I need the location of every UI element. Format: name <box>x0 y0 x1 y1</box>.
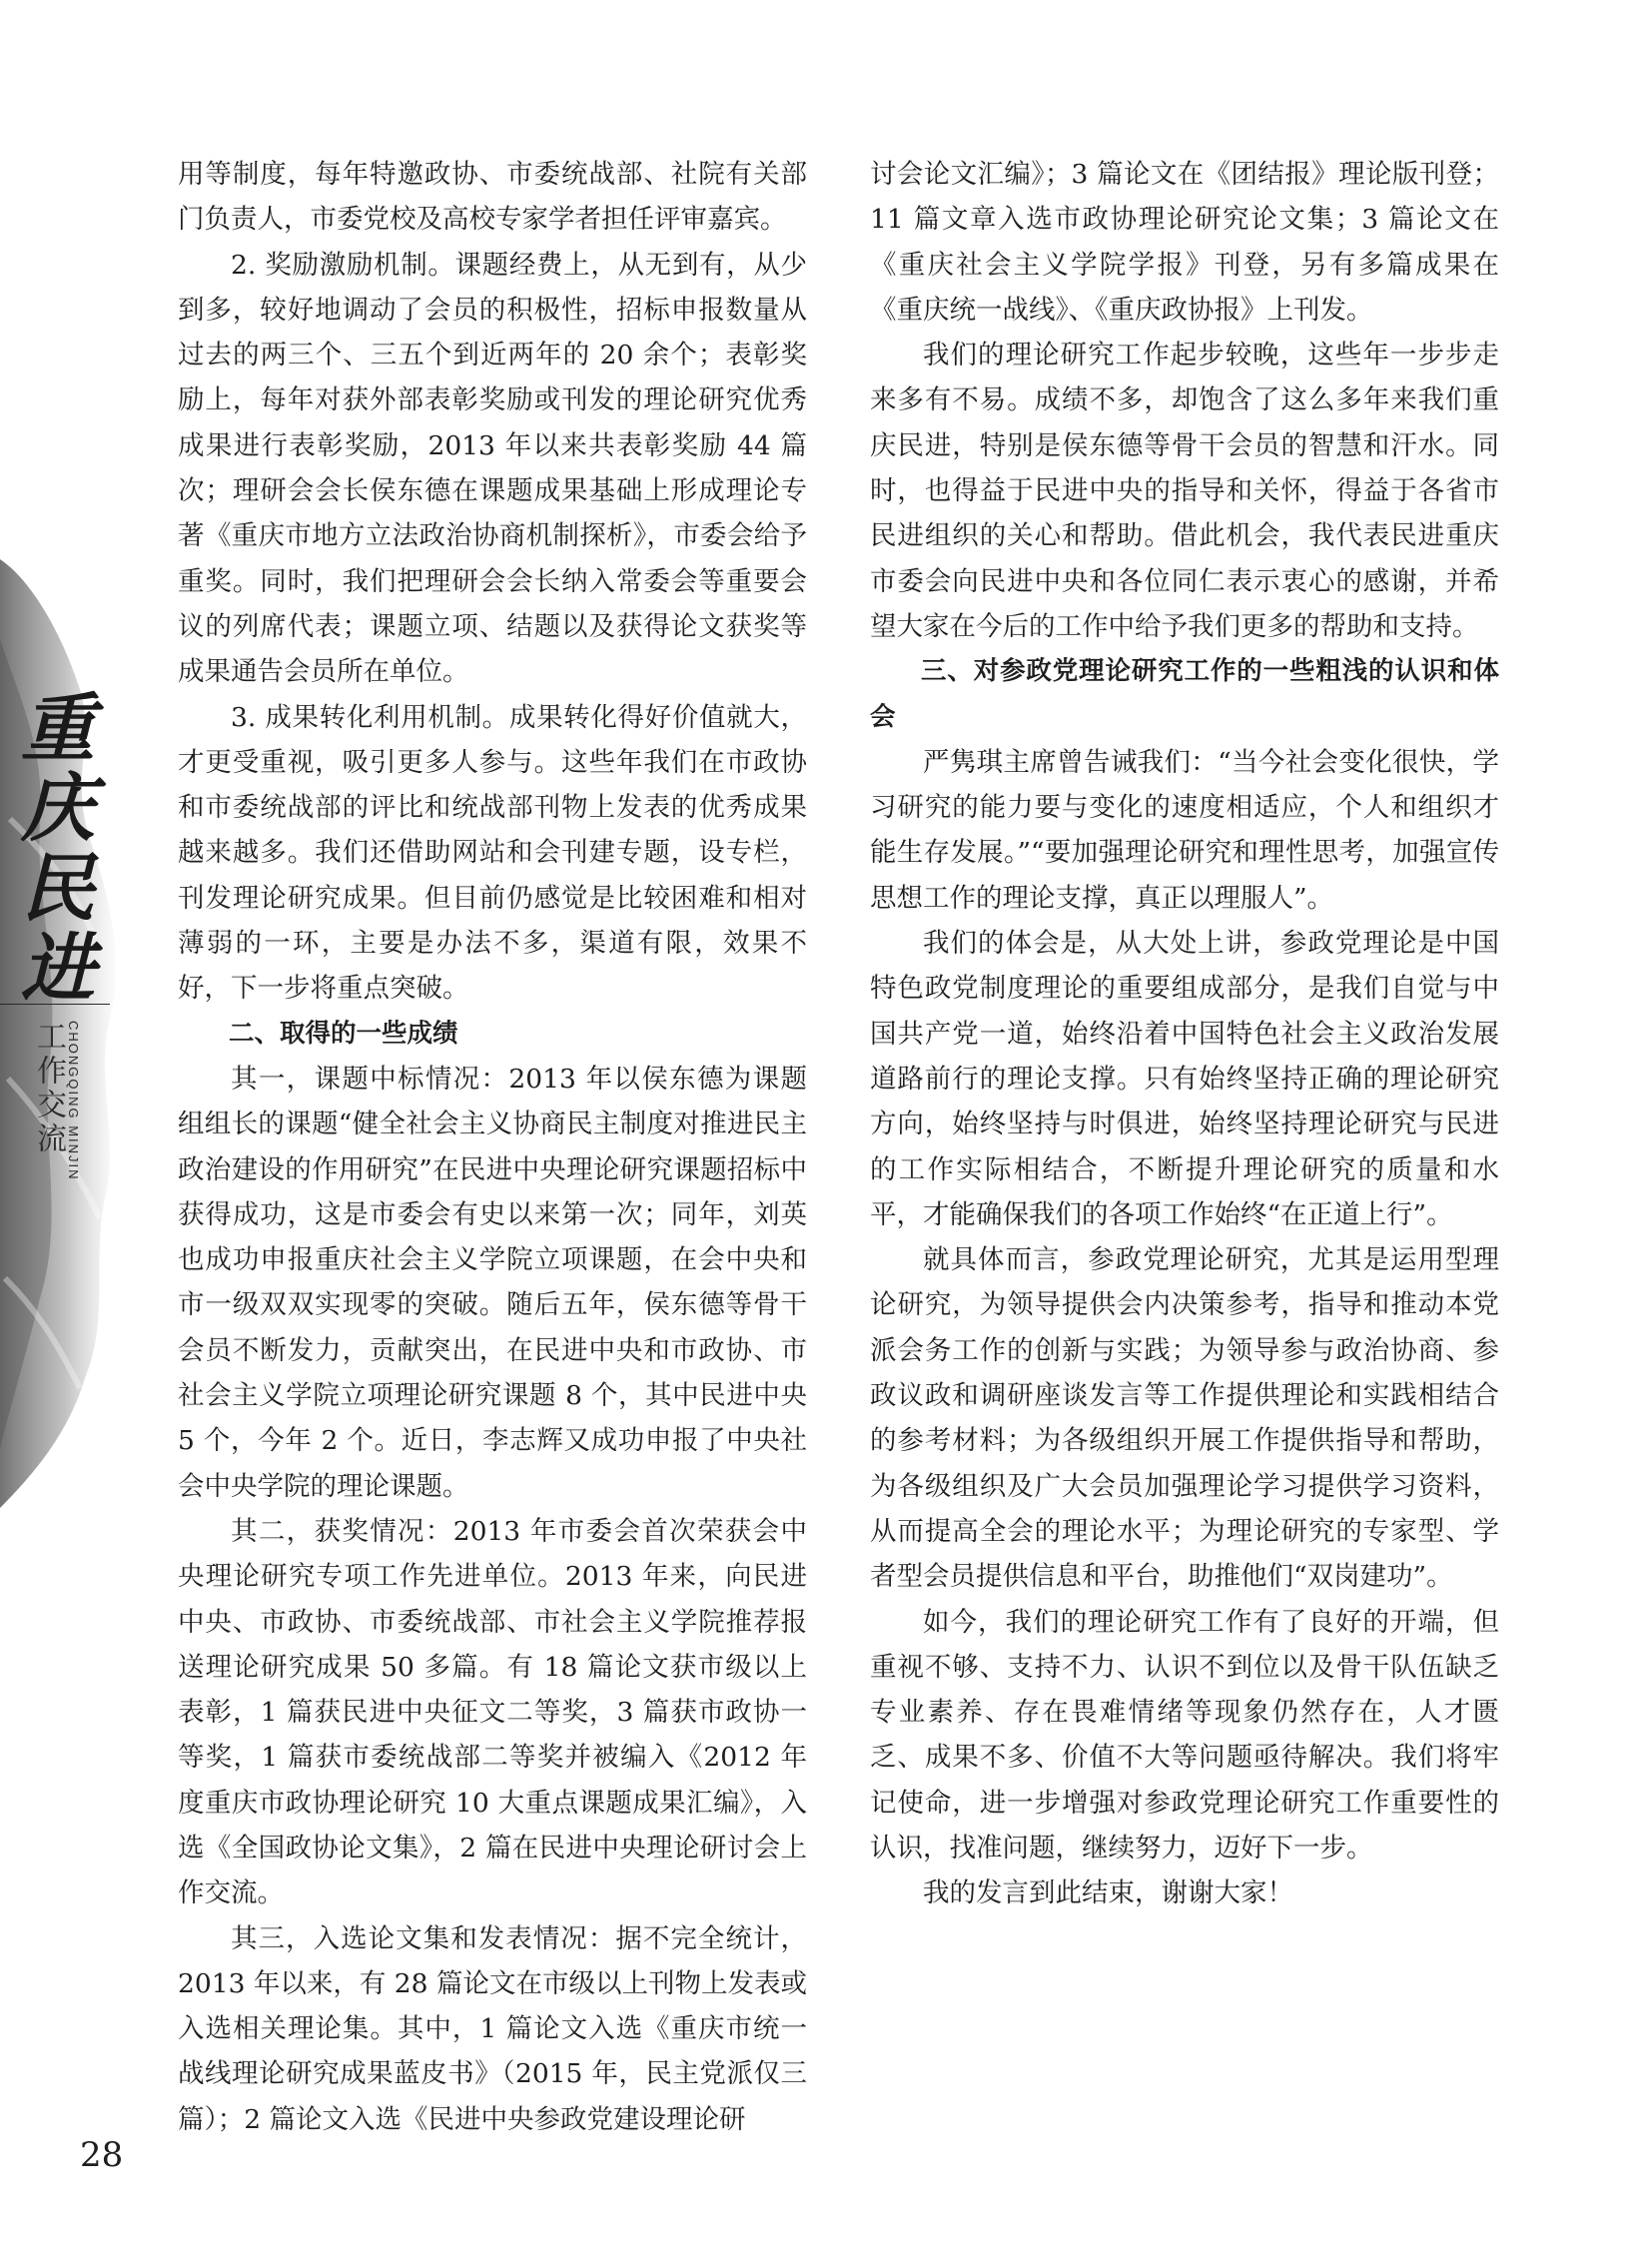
right-paragraph-5: 就具体而言，参政党理论研究，尤其是运用型理论研究，为领导提供会内决策参考，指导和推动本党派会务工作的创新与实践；为领导参与政治协商、参政议政和调研座谈发言等工作提供理论和实践相结合的参考材料；为各级组织开展工作提供指导和帮助，为各级组织及广大会员加强理论学习提供学习资料，从而提高全会的理论水平；为理论研究的专家型、学者型会员提供信息和平台，助推他们“双岗建功”。 <box>870 1244 1499 1593</box>
section-heading-2: 二、取得的一些成绩 <box>229 1018 458 1049</box>
left-paragraph-2: 2. 奖励激励机制。课题经费上，从无到有，从少到多，较好地调动了会员的积极性，招标申报数量从过去的两三个、三五个到近两年的 20 余个；表彰奖励上，每年对获外部表彰奖励或刊发的理论研究优秀成果进行表彰奖励，2013 年以来共表彰奖励 44 篇次；理研会会长侯东德在课题成果基础上形成理论专著《重庆市地方立法政治协商机制探析》，市委会给予重奖。同时，我们把理研会会长纳入常委会等重要会议的列席代表；课题立项、结题以及获得论文获奖等成果通告会员所在单位。 <box>178 249 807 688</box>
right-paragraph-2: 我们的理论研究工作起步较晚，这些年一步步走来多有不易。成绩不多，却饱含了这么多年来我们重庆民进，特别是侯东德等骨干会员的智慧和汗水。同时，也得益于民进中央的指导和关怀，得益于各省市民进组织的关心和帮助。借此机会，我代表民进重庆市委会向民进中央和各位同仁表示衷心的感谢，并希望大家在今后的工作中给予我们更多的帮助和支持。 <box>870 340 1499 642</box>
left-paragraph-4: 其一，课题中标情况：2013 年以侯东德为课题组组长的课题“健全社会主义协商民主制度对推进民主政治建设的作用研究”在民进中央理论研究课题招标中获得成功，这是市委会有史以来第一次；同年，刘英也成功申报重庆社会主义学院立项课题，在会中央和市一级双双实现零的突破。随后五年，侯东德等骨干会员不断发力，贡献突出，在民进中央和市政协、市社会主义学院立项理论研究课题 8 个，其中民进中央 5 个，今年 2 个。近日，李志辉又成功申报了中央社会中央学院的理论课题。 <box>178 1063 807 1502</box>
right-paragraph-3: 严隽琪主席曾告诫我们：“当今社会变化很快，学习研究的能力要与变化的速度相适应，个人和组织才能生存发展。”“要加强理论研究和理性思考，加强宣传思想工作的理论支撑，真正以理服人”。 <box>870 746 1499 914</box>
section-rule <box>0 1004 110 1005</box>
section-sub-label: CHONGQING MINJIN <box>66 1021 81 1181</box>
right-paragraph-6: 如今，我们的理论研究工作有了良好的开端，但重视不够、支持不力、认识不到位以及骨干队伍缺乏专业素养、存在畏难情绪等现象仍然存在，人才匮乏、成果不多、价值不大等问题亟待解决。我们将牢记使命，进一步增强对参政党理论研究工作重要性的认识，找准问题，继续努力，迈好下一步。 <box>870 1606 1499 1864</box>
ink-wash-decoration <box>0 519 130 1518</box>
section-heading-3: 三、对参政党理论研究工作的一些粗浅的认识和体会 <box>870 656 1499 732</box>
left-paragraph-1: 用等制度，每年特邀政协、市委统战部、社院有关部门负责人，市委党校及高校专家学者担任评审嘉宾。 <box>178 159 807 236</box>
section-label: 工作交流 <box>31 1021 66 1156</box>
left-paragraph-3: 3. 成果转化利用机制。成果转化得好价值就大，才更受重视，吸引更多人参与。这些年我们在市政协和市委统战部的评比和统战部刊物上发表的优秀成果越来越多。我们还借助网站和会刊建专题，设专栏，刊发理论研究成果。但目前仍感觉是比较困难和相对薄弱的一环，主要是办法不多，渠道有限，效果不好，下一步将重点突破。 <box>178 701 807 1005</box>
page-number: 28 <box>80 2135 124 2175</box>
right-paragraph-7: 我的发言到此结束，谢谢大家！ <box>923 1877 1293 1909</box>
logo-text: 重庆民进 <box>9 689 95 1009</box>
left-paragraph-5: 其二，获奖情况：2013 年市委会首次荣获会中央理论研究专项工作先进单位。2013 年来，向民进中央、市政协、市委统战部、市社会主义学院推荐报送理论研究成果 50 多篇。有 18 篇论文获市级以上表彰，1 篇获民进中央征文二等奖，3 篇获市政协一等奖，1 篇获市委统战部二等奖并被编入《2012 年度重庆市政协理论研究 10 大重点课题成果汇编》，入选《全国政协论文集》，2 篇在民进中央理论研讨会上作交流。 <box>178 1515 807 1909</box>
right-paragraph-4: 我们的体会是，从大处上讲，参政党理论是中国特色政党制度理论的重要组成部分，是我们自觉与中国共产党一道，始终沿着中国特色社会主义政治发展道路前行的理论支撑。只有始终坚持正确的理论研究方向，始终坚持与时俱进，始终坚持理论研究与民进的工作实际相结合，不断提升理论研究的质量和水平，才能确保我们的各项工作始终“在正道上行”。 <box>870 928 1499 1230</box>
right-column <box>870 152 1499 1916</box>
right-paragraph-1: 讨会论文汇编》；3 篇论文在《团结报》理论版刊登；11 篇文章入选市政协理论研究论文集；3 篇论文在《重庆社会主义学院学报》刊登，另有多篇成果在《重庆统一战线》、《重庆政协报》上刊发。 <box>870 159 1499 326</box>
magazine-logo <box>0 689 110 1009</box>
left-column <box>178 152 807 2142</box>
left-paragraph-6: 其三，入选论文集和发表情况：据不完全统计，2013 年以来，有 28 篇论文在市级以上刊物上发表或入选相关理论集。其中，1 篇论文入选《重庆市统一战线理论研究成果蓝皮书》（2015 年，民主党派仅三篇）；2 篇论文入选《民进中央参政党建设理论研 <box>178 1922 807 2135</box>
